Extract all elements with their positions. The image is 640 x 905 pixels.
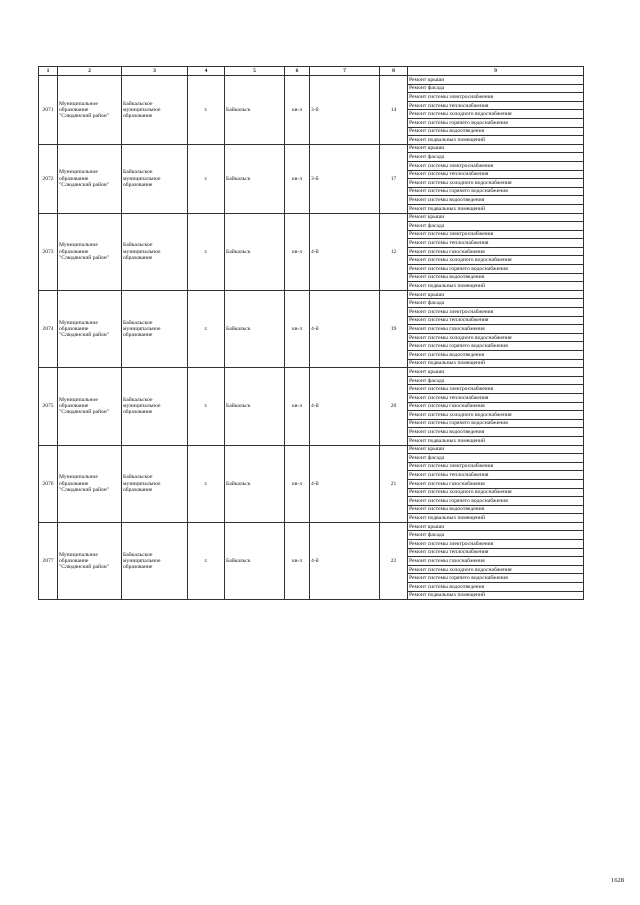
repair-work-cell: Ремонт фасада (408, 222, 584, 231)
house-number-cell: 22 (380, 522, 408, 599)
repair-work-cell: Ремонт подвальных помещений (408, 204, 584, 213)
repair-work-cell: Ремонт системы теплоснабжения (408, 548, 584, 557)
repair-work-cell: Ремонт системы теплоснабжения (408, 471, 584, 480)
repair-work-cell: Ремонт системы теплоснабжения (408, 170, 584, 179)
repair-work-cell: Ремонт крыши (408, 522, 584, 531)
repair-work-cell: Ремонт системы электроснабжения (408, 93, 584, 102)
city-cell: Байкальск (225, 368, 285, 445)
table-row (39, 290, 584, 299)
repair-work-cell: Ремонт системы электроснабжения (408, 230, 584, 239)
repair-work-cell: Ремонт системы горячего водоснабжения (408, 497, 584, 506)
settlement-cell: Байкальское муниципальное образование (122, 76, 188, 145)
repair-work-cell: Ремонт крыши (408, 368, 584, 377)
col-header: 8 (380, 67, 408, 76)
block-cell: 3-й (310, 144, 380, 213)
municipality-cell: Муниципальное образование "Слюдянский район" (58, 144, 122, 213)
header-row (39, 67, 584, 76)
repair-work-cell: Ремонт подвальных помещений (408, 436, 584, 445)
repair-work-cell: Ремонт системы электроснабжения (408, 308, 584, 317)
repair-work-cell: Ремонт подвальных помещений (408, 359, 584, 368)
repair-work-cell: Ремонт фасада (408, 299, 584, 308)
repair-work-cell: Ремонт системы электроснабжения (408, 161, 584, 170)
address-kind-cell: кв-л (285, 290, 310, 367)
repair-work-cell: Ремонт фасада (408, 376, 584, 385)
repair-work-cell: Ремонт системы горячего водоснабжения (408, 265, 584, 274)
municipality-cell: Муниципальное образование "Слюдянский район" (58, 368, 122, 445)
repair-work-cell: Ремонт системы холодного водоснабжения (408, 110, 584, 119)
repair-work-cell: Ремонт системы газоснабжения (408, 325, 584, 334)
block-cell: 4-й (310, 290, 380, 367)
repair-work-cell: Ремонт крыши (408, 445, 584, 454)
repair-work-cell: Ремонт системы горячего водоснабжения (408, 187, 584, 196)
repair-work-cell: Ремонт системы газоснабжения (408, 402, 584, 411)
repair-work-cell: Ремонт системы газоснабжения (408, 479, 584, 488)
house-number-cell: 12 (380, 213, 408, 290)
col-header: 6 (285, 67, 310, 76)
table-row (39, 522, 584, 531)
col-header: 1 (39, 67, 58, 76)
repair-work-cell: Ремонт системы электроснабжения (408, 462, 584, 471)
repair-work-cell: Ремонт системы водоотведения (408, 127, 584, 136)
repair-work-cell: Ремонт системы газоснабжения (408, 557, 584, 566)
repair-work-cell: Ремонт системы холодного водоснабжения (408, 333, 584, 342)
city-cell: Байкальск (225, 76, 285, 145)
repair-work-cell: Ремонт системы холодного водоснабжения (408, 565, 584, 574)
record-number: 2077 (39, 522, 58, 599)
repair-work-cell: Ремонт фасада (408, 531, 584, 540)
settlement-cell: Байкальское муниципальное образование (122, 368, 188, 445)
municipality-cell: Муниципальное образование "Слюдянский район" (58, 213, 122, 290)
house-number-cell: 19 (380, 290, 408, 367)
repair-work-cell: Ремонт системы горячего водоснабжения (408, 342, 584, 351)
housing-repair-table (38, 66, 584, 600)
col-header: 5 (225, 67, 285, 76)
record-number: 2075 (39, 368, 58, 445)
repair-work-cell: Ремонт системы теплоснабжения (408, 393, 584, 402)
block-cell: 3-й (310, 76, 380, 145)
table-row (39, 213, 584, 222)
city-cell: Байкальск (225, 144, 285, 213)
block-cell: 4-й (310, 522, 380, 599)
repair-work-cell: Ремонт системы водоотведения (408, 273, 584, 282)
settlement-cell: Байкальское муниципальное образование (122, 522, 188, 599)
address-kind-cell: кв-л (285, 368, 310, 445)
repair-work-cell: Ремонт системы водоотведения (408, 196, 584, 205)
house-number-cell: 17 (380, 144, 408, 213)
settlement-cell: Байкальское муниципальное образование (122, 290, 188, 367)
col-header: 4 (188, 67, 225, 76)
address-kind-cell: кв-л (285, 76, 310, 145)
locality-type-cell: г. (188, 290, 225, 367)
repair-work-cell: Ремонт фасада (408, 454, 584, 463)
repair-work-cell: Ремонт фасада (408, 153, 584, 162)
repair-work-cell: Ремонт системы электроснабжения (408, 540, 584, 549)
block-cell: 4-й (310, 445, 380, 522)
repair-work-cell: Ремонт подвальных помещений (408, 591, 584, 600)
repair-work-cell: Ремонт системы теплоснабжения (408, 239, 584, 248)
repair-work-cell: Ремонт подвальных помещений (408, 514, 584, 523)
repair-work-cell: Ремонт крыши (408, 213, 584, 222)
block-cell: 4-й (310, 213, 380, 290)
settlement-cell: Байкальское муниципальное образование (122, 213, 188, 290)
block-cell: 4-й (310, 368, 380, 445)
address-kind-cell: кв-л (285, 213, 310, 290)
locality-type-cell: г. (188, 76, 225, 145)
record-number: 2074 (39, 290, 58, 367)
city-cell: Байкальск (225, 445, 285, 522)
repair-work-cell: Ремонт системы газоснабжения (408, 247, 584, 256)
municipality-cell: Муниципальное образование "Слюдянский район" (58, 445, 122, 522)
repair-work-cell: Ремонт системы водоотведения (408, 428, 584, 437)
repair-work-cell: Ремонт крыши (408, 290, 584, 299)
repair-work-cell: Ремонт системы водоотведения (408, 351, 584, 360)
address-kind-cell: кв-л (285, 144, 310, 213)
col-header: 2 (58, 67, 122, 76)
municipality-cell: Муниципальное образование "Слюдянский район" (58, 522, 122, 599)
repair-work-cell: Ремонт крыши (408, 144, 584, 153)
table-row (39, 144, 584, 153)
locality-type-cell: г. (188, 522, 225, 599)
municipality-cell: Муниципальное образование "Слюдянский район" (58, 76, 122, 145)
record-number: 2073 (39, 213, 58, 290)
record-number: 2076 (39, 445, 58, 522)
municipality-cell: Муниципальное образование "Слюдянский район" (58, 290, 122, 367)
repair-work-cell: Ремонт системы электроснабжения (408, 385, 584, 394)
repair-work-cell: Ремонт системы горячего водоснабжения (408, 574, 584, 583)
repair-work-cell: Ремонт крыши (408, 76, 584, 85)
repair-work-cell: Ремонт подвальных помещений (408, 282, 584, 291)
repair-work-cell: Ремонт системы холодного водоснабжения (408, 411, 584, 420)
repair-work-cell: Ремонт системы водоотведения (408, 583, 584, 592)
city-cell: Байкальск (225, 522, 285, 599)
city-cell: Байкальск (225, 213, 285, 290)
address-kind-cell: кв-л (285, 522, 310, 599)
locality-type-cell: г. (188, 213, 225, 290)
repair-work-cell: Ремонт подвальных помещений (408, 136, 584, 145)
repair-work-cell: Ремонт системы теплоснабжения (408, 101, 584, 110)
repair-work-cell: Ремонт системы холодного водоснабжения (408, 256, 584, 265)
table-row (39, 445, 584, 454)
repair-work-cell: Ремонт системы горячего водоснабжения (408, 118, 584, 127)
settlement-cell: Байкальское муниципальное образование (122, 144, 188, 213)
settlement-cell: Байкальское муниципальное образование (122, 445, 188, 522)
col-header: 7 (310, 67, 380, 76)
table-body (39, 76, 584, 600)
locality-type-cell: г. (188, 144, 225, 213)
city-cell: Байкальск (225, 290, 285, 367)
address-kind-cell: кв-л (285, 445, 310, 522)
repair-work-cell: Ремонт системы водоотведения (408, 505, 584, 514)
table-row (39, 368, 584, 377)
table-row (39, 76, 584, 85)
house-number-cell: 20 (380, 368, 408, 445)
house-number-cell: 21 (380, 445, 408, 522)
repair-work-cell: Ремонт системы холодного водоснабжения (408, 179, 584, 188)
col-header: 9 (408, 67, 584, 76)
locality-type-cell: г. (188, 368, 225, 445)
repair-work-cell: Ремонт системы теплоснабжения (408, 316, 584, 325)
repair-work-cell: Ремонт системы холодного водоснабжения (408, 488, 584, 497)
house-number-cell: 14 (380, 76, 408, 145)
repair-work-cell: Ремонт фасада (408, 84, 584, 93)
locality-type-cell: г. (188, 445, 225, 522)
col-header: 3 (122, 67, 188, 76)
repair-work-cell: Ремонт системы горячего водоснабжения (408, 419, 584, 428)
page-number: 1628 (611, 877, 624, 884)
record-number: 2071 (39, 76, 58, 145)
record-number: 2072 (39, 144, 58, 213)
